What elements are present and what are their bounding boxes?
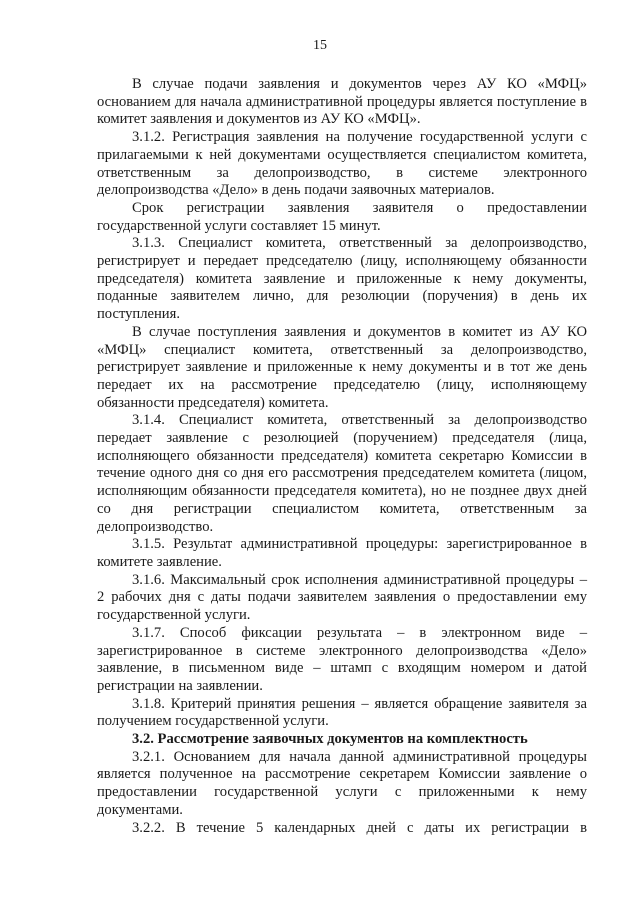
paragraph: 3.2.1. Основанием для начала данной административной процедуры является полученное на рассмотрение секретарем Комиссии заявление о предоставлении государственной услуги с приложенными к нему документами. (97, 748, 587, 818)
paragraph: 3.1.6. Максимальный срок исполнения административной процедуры – 2 рабочих дня с даты подачи заявителем заявления о предоставлении ему государственной услуги. (97, 571, 587, 624)
paragraph: 3.1.7. Способ фиксации результата – в электронном виде – зарегистрированное в системе электронного делопроизводства «Дело» заявление, в письменном виде – штамп с входящим номером и датой регистрации на заявлении. (97, 624, 587, 694)
page-number: 15 (313, 38, 327, 53)
paragraph: В случае подачи заявления и документов через АУ КО «МФЦ» основанием для начала административной процедуры является поступление в комитет заявления и документов из АУ КО «МФЦ». (97, 76, 587, 128)
document-body (97, 76, 587, 837)
paragraph: Срок регистрации заявления заявителя о предоставлении государственной услуги составляет 15 минут. (97, 199, 587, 234)
paragraph: В случае поступления заявления и документов в комитет из АУ КО «МФЦ» специалист комитета, ответственный за делопроизводство, регистрирует заявление и приложенные к нему документы и в тот же день передает их на рассмотрение председателю (лицу, исполняющему обязанности председателя) комитета. (97, 323, 587, 411)
paragraph: 3.1.4. Специалист комитета, ответственный за делопроизводство передает заявление с резолюцией (поручением) председателя (лица, исполняющего обязанности председателя) комитета секретарю Комиссии в течение одного дня со дня его рассмотрения председателем комитета (лицом, исполняющим обязанности председателя комитета), но не позднее двух дней со дня регистрации специалистом комитета, ответственным за делопроизводство. (97, 412, 587, 535)
paragraph: 3.2.2. В течение 5 календарных дней с даты их регистрации в (132, 819, 587, 836)
paragraph: 3.1.5. Результат административной процедуры: зарегистрированное в комитете заявление. (97, 536, 587, 570)
paragraph: 3.1.3. Специалист комитета, ответственный за делопроизводство, регистрирует и передает председателю (лицу, исполняющему обязанности председателя) комитета заявление и приложенные к нему документы, поданные заявителем лично, для резолюции (поручения) в день их поступления. (97, 235, 587, 323)
paragraph: 3.1.2. Регистрация заявления на получение государственной услуги с прилагаемыми к ней документами осуществляется специалистом комитета, ответственным за делопроизводство, в системе электронного делопроизводства «Дело» в день подачи заявочных материалов. (97, 129, 587, 199)
paragraph: 3.1.8. Критерий принятия решения – является обращение заявителя за получением государственной услуги. (97, 695, 587, 730)
section-heading: 3.2. Рассмотрение заявочных документов на комплектность (132, 731, 528, 748)
